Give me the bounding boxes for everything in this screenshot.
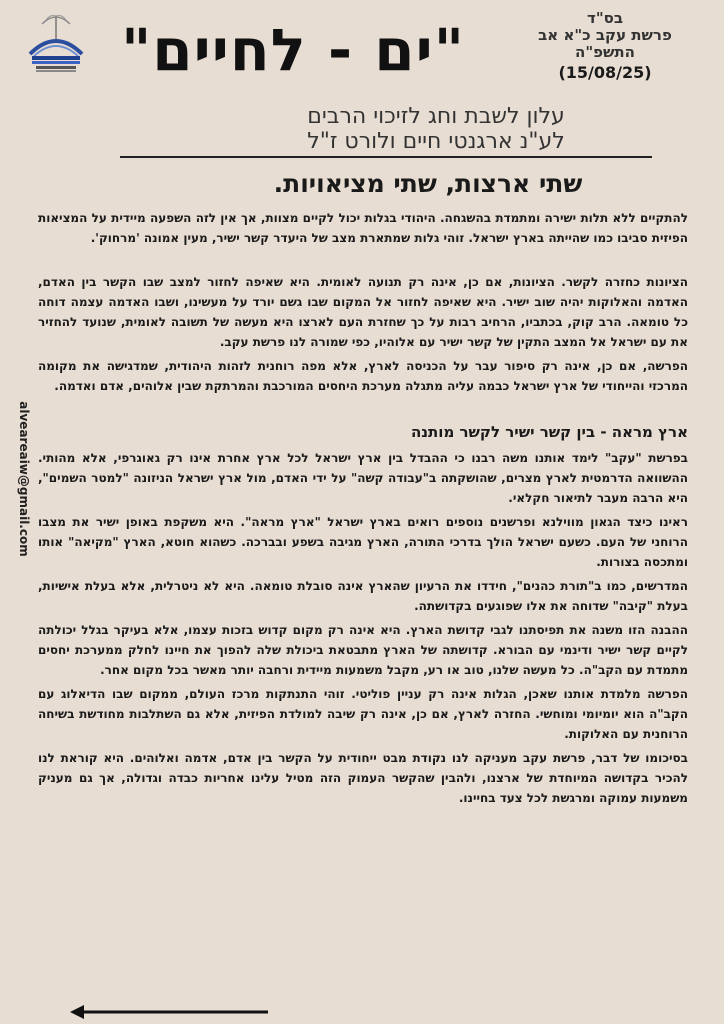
paragraph: הציונות כחזרה לקשר. הציונות, אם כן, אינה רק תנועה לאומית. היא שאיפה לחזור למצב שבו הקשר בין האדם, האדמה והאלוקות יהיה שוב ישיר. היא שאיפה לחזור אל המקום שבו גשם יורד על מעשינו, ושבו האדמה עצמה דוחה כל טומאה. הרב קוק, בכתביו, הרחיב רבות על כך שחזרת העם לארצו היא מעשה של תשובה לאומית, שנועד להחזיר את עם ישראל אל המצב התקין של קשר ישיר עם אלוהיו, כפי שמורה לנו פרשת עקב. (38, 275, 688, 349)
section-heading: ארץ מראה - בין קשר ישיר לקשר מותנה (410, 423, 688, 441)
paragraph: המדרשים, כמו ב"תורת כהנים", חידדו את הרעיון שהארץ אינה סובלת טומאה. היא לא ניטרלית, אלא בעלת אישיות, בעלת "קיבה" שדוחה את אלו שפוגעים בקדושתה. (38, 579, 688, 613)
article-body (38, 208, 688, 808)
beach-umbrella-waves-logo (20, 10, 92, 76)
masthead-title: "ים - לחיים" (121, 16, 465, 84)
newsletter-subtitle (220, 104, 652, 154)
paragraph: להתקיים ללא תלות ישירה ומתמדת בהשגחה. היהודי בגלות יכול לקיים מצוות, אך אין לזה השפעה מיידית על המציאות הפיזית סביבו כמו שהייתה בארץ ישראל. זוהי גלות שמתארת מצב של היעדר קשר ישיר, מעין אמונה 'מרחוק'. (38, 211, 688, 245)
subtitle-line-2: לע"נ ארגנטי חיים ולורט ז"ל (307, 129, 565, 154)
subtitle-line-1: עלון לשבת וחג לזיכוי הרבים (307, 104, 565, 129)
article-title: שתי ארצות, שתי מציאויות. (273, 169, 583, 198)
paragraph: בסיכומו של דבר, פרשת עקב מעניקה לנו נקודת מבט ייחודית על הקשר בין אדם, אדמה ואלוהים. היא קוראת לנו להכיר בקדושה המיוחדת של ארצנו, ולהבין שהקשר העמוק הזה מטיל עלינו אחריות כבדה וגדולה, אך גם מעניק משמעות עמוקה ומרגשת לכל צעד בחיינו. (38, 751, 688, 805)
date-label: (15/08/25) (558, 63, 652, 82)
contact-email[interactable]: alveareaiw@gmail.com (17, 401, 31, 557)
left-arrow-icon[interactable] (70, 1004, 270, 1020)
parasha-line: פרשת עקב כ"א אב התשפ"ה (538, 26, 672, 61)
header-info (510, 10, 700, 82)
paragraph: הפרשה, אם כן, אינה רק סיפור עבר על הכניסה לארץ, אלא מפה רוחנית לזהות היהודית, שמדגישה את מקומה המרכזי והייחודי של ארץ ישראל כבמה עליה מתגלה מערכת היחסים המורכבת והמרתקת שבין אלוהים, אדם ואדמה. (38, 359, 688, 393)
paragraph: בפרשת "עקב" לימד אותנו משה רבנו כי ההבדל בין ארץ ישראל לכל ארץ אחרת אינו רק גאוגרפי, אלא מהותי. ההשוואה הדרמטית לארץ מצרים, שהושקתה ב"עבודה קשה" על ידי האדם, מול ארץ ישראל הניזונה "למטר השמים", היא הרבה מעבר לתיאור חקלאי. (38, 451, 688, 505)
bsd-mark: בס"ד (587, 9, 623, 27)
paragraph: ההבנה הזו משנה את תפיסתנו לגבי קדושת הארץ. היא אינה רק מקום קדוש בזכות עצמו, אלא בעיקר בגלל יכולתה לקיים קשר ישיר ודינמי עם הבורא. קדושתה של הארץ מתבטאת ביכולת שלה להפוך את חיינו לחלק ממערכת יחסים מתמדת עם הקב"ה. כל מעשה שלנו, טוב או רע, מקבל משמעות מיידית ורחבה יותר מאשר בכל מקום אחר. (38, 623, 688, 677)
header-divider (120, 156, 652, 158)
paragraph: הפרשה מלמדת אותנו שאכן, הגלות אינה רק עניין פוליטי. זוהי התנתקות מרכז העולם, ממקום שבו הדיאלוג עם הקב"ה הוא יומיומי ומוחשי. החזרה לארץ, אם כן, אינה רק שיבה למולדת הפיזית, אלא גם השתלבות מחודשת בשיחה הרוחנית עם האלוקות. (38, 687, 688, 741)
paragraph: ראינו כיצד הגאון מווילנא ופרשנים נוספים רואים בארץ ישראל "ארץ מראה". היא משקפת באופן ישיר את מצבו הרוחני של העם. כשעם ישראל הולך בדרכי התורה, הארץ מגיבה בשפע ובברכה. כשהוא חוטא, הארץ "מקיאה" אותו ומתכסה בצורות. (38, 515, 688, 569)
